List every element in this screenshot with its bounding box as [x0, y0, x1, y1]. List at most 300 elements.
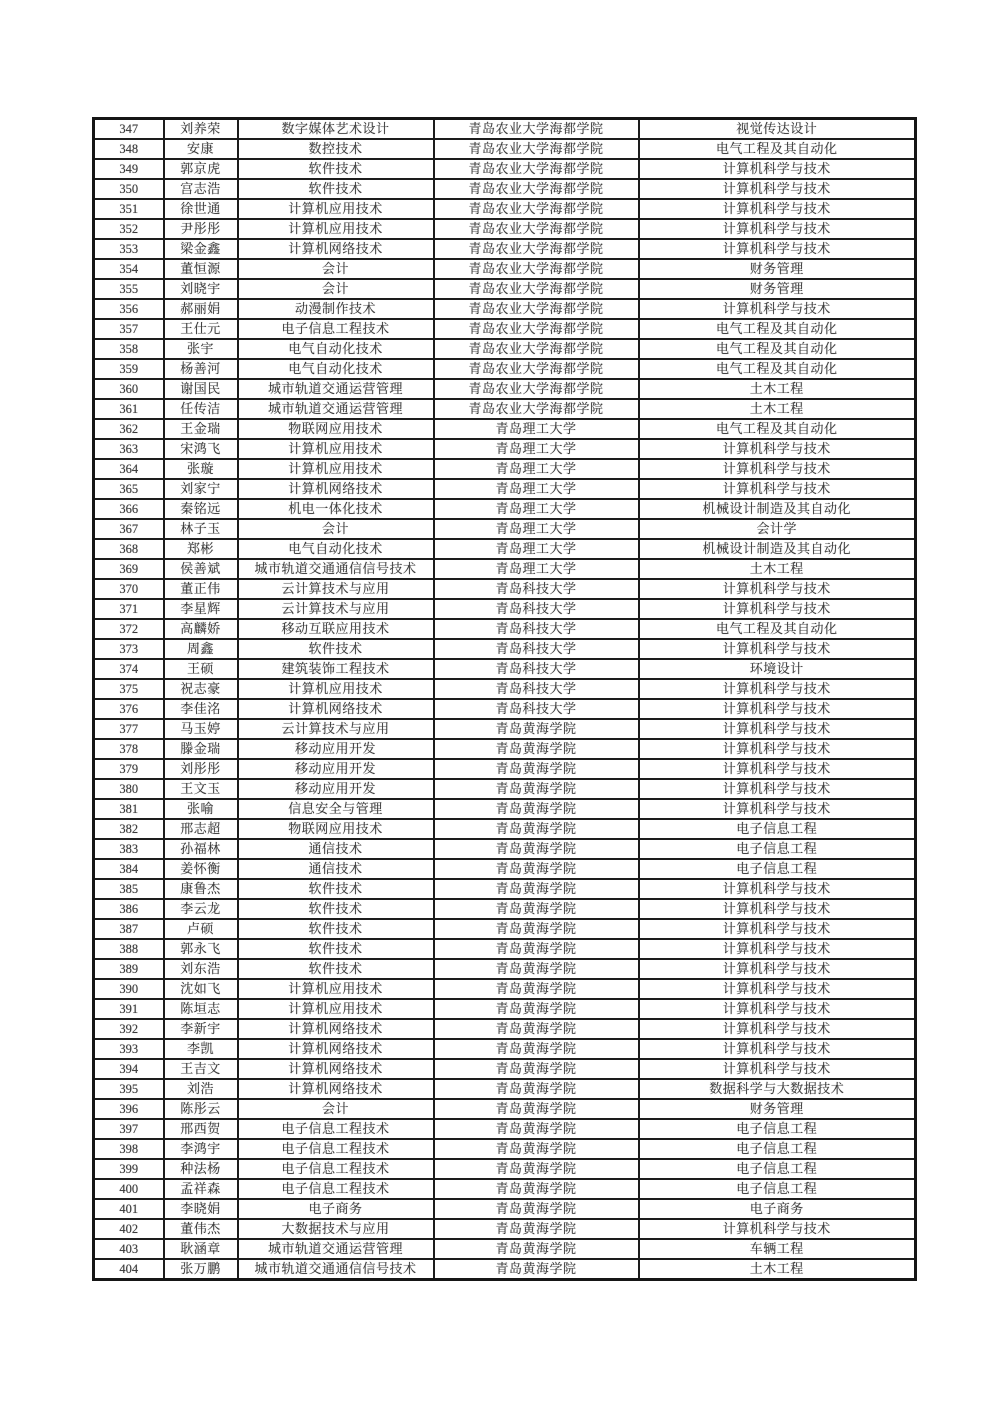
roster-row [94, 899, 916, 919]
cell-student-name: 刘养荣 [164, 119, 238, 140]
cell-undergraduate-major: 计算机科学与技术 [639, 999, 916, 1019]
cell-student-name: 卢硕 [164, 919, 238, 939]
cell-serial-number: 363 [94, 439, 164, 459]
cell-student-name: 邢志超 [164, 819, 238, 839]
roster-row [94, 179, 916, 199]
cell-university: 青岛农业大学海都学院 [434, 279, 639, 299]
cell-student-name: 李凯 [164, 1039, 238, 1059]
roster-row [94, 619, 916, 639]
cell-student-name: 王仕元 [164, 319, 238, 339]
cell-serial-number: 393 [94, 1039, 164, 1059]
cell-serial-number: 402 [94, 1219, 164, 1239]
cell-college-major: 会计 [238, 519, 434, 539]
cell-student-name: 徐世通 [164, 199, 238, 219]
cell-serial-number: 361 [94, 399, 164, 419]
cell-undergraduate-major: 计算机科学与技术 [639, 179, 916, 199]
roster-row [94, 639, 916, 659]
roster-row [94, 299, 916, 319]
roster-row [94, 319, 916, 339]
cell-university: 青岛黄海学院 [434, 979, 639, 999]
roster-row [94, 1079, 916, 1099]
cell-college-major: 计算机应用技术 [238, 439, 434, 459]
cell-college-major: 软件技术 [238, 899, 434, 919]
cell-college-major: 计算机网络技术 [238, 1019, 434, 1039]
cell-undergraduate-major: 计算机科学与技术 [639, 1039, 916, 1059]
cell-undergraduate-major: 计算机科学与技术 [639, 459, 916, 479]
cell-serial-number: 375 [94, 679, 164, 699]
cell-college-major: 云计算技术与应用 [238, 579, 434, 599]
cell-student-name: 耿涵章 [164, 1239, 238, 1259]
cell-college-major: 移动互联应用技术 [238, 619, 434, 639]
cell-university: 青岛农业大学海都学院 [434, 339, 639, 359]
roster-row [94, 499, 916, 519]
roster-row [94, 1239, 916, 1259]
roster-row [94, 859, 916, 879]
roster-row [94, 219, 916, 239]
cell-serial-number: 398 [94, 1139, 164, 1159]
roster-row [94, 939, 916, 959]
cell-college-major: 移动应用开发 [238, 759, 434, 779]
roster-row [94, 339, 916, 359]
cell-university: 青岛黄海学院 [434, 1099, 639, 1119]
roster-row [94, 199, 916, 219]
roster-row [94, 699, 916, 719]
cell-serial-number: 403 [94, 1239, 164, 1259]
cell-undergraduate-major: 财务管理 [639, 279, 916, 299]
cell-college-major: 电子信息工程技术 [238, 319, 434, 339]
cell-university: 青岛黄海学院 [434, 999, 639, 1019]
cell-university: 青岛黄海学院 [434, 1039, 639, 1059]
cell-student-name: 沈如飞 [164, 979, 238, 999]
roster-row [94, 679, 916, 699]
roster-row [94, 379, 916, 399]
cell-college-major: 软件技术 [238, 919, 434, 939]
cell-university: 青岛科技大学 [434, 659, 639, 679]
cell-student-name: 张喻 [164, 799, 238, 819]
cell-university: 青岛黄海学院 [434, 1079, 639, 1099]
cell-college-major: 城市轨道交通运营管理 [238, 1239, 434, 1259]
cell-serial-number: 395 [94, 1079, 164, 1099]
cell-college-major: 软件技术 [238, 879, 434, 899]
cell-university: 青岛黄海学院 [434, 719, 639, 739]
cell-college-major: 计算机网络技术 [238, 1059, 434, 1079]
cell-serial-number: 399 [94, 1159, 164, 1179]
cell-college-major: 计算机网络技术 [238, 1079, 434, 1099]
cell-student-name: 李星辉 [164, 599, 238, 619]
cell-serial-number: 362 [94, 419, 164, 439]
roster-row [94, 959, 916, 979]
roster-row [94, 779, 916, 799]
cell-serial-number: 354 [94, 259, 164, 279]
cell-college-major: 物联网应用技术 [238, 419, 434, 439]
cell-serial-number: 376 [94, 699, 164, 719]
cell-serial-number: 365 [94, 479, 164, 499]
roster-row [94, 519, 916, 539]
roster-row [94, 119, 916, 140]
cell-student-name: 董正伟 [164, 579, 238, 599]
cell-student-name: 谢国民 [164, 379, 238, 399]
cell-undergraduate-major: 电气工程及其自动化 [639, 339, 916, 359]
cell-serial-number: 394 [94, 1059, 164, 1079]
roster-row [94, 479, 916, 499]
cell-university: 青岛农业大学海都学院 [434, 199, 639, 219]
cell-undergraduate-major: 电子信息工程 [639, 1119, 916, 1139]
cell-university: 青岛农业大学海都学院 [434, 219, 639, 239]
cell-student-name: 张宇 [164, 339, 238, 359]
cell-undergraduate-major: 会计学 [639, 519, 916, 539]
cell-college-major: 计算机应用技术 [238, 199, 434, 219]
roster-row [94, 979, 916, 999]
cell-undergraduate-major: 电子信息工程 [639, 1179, 916, 1199]
cell-undergraduate-major: 计算机科学与技术 [639, 979, 916, 999]
cell-student-name: 王吉文 [164, 1059, 238, 1079]
cell-university: 青岛理工大学 [434, 559, 639, 579]
cell-serial-number: 349 [94, 159, 164, 179]
cell-student-name: 高麟娇 [164, 619, 238, 639]
cell-undergraduate-major: 计算机科学与技术 [639, 299, 916, 319]
cell-serial-number: 373 [94, 639, 164, 659]
cell-student-name: 郑彬 [164, 539, 238, 559]
cell-serial-number: 390 [94, 979, 164, 999]
cell-college-major: 移动应用开发 [238, 779, 434, 799]
roster-row [94, 159, 916, 179]
cell-undergraduate-major: 计算机科学与技术 [639, 219, 916, 239]
cell-college-major: 电子信息工程技术 [238, 1179, 434, 1199]
cell-college-major: 物联网应用技术 [238, 819, 434, 839]
cell-undergraduate-major: 电子信息工程 [639, 1159, 916, 1179]
cell-serial-number: 357 [94, 319, 164, 339]
cell-university: 青岛黄海学院 [434, 759, 639, 779]
cell-student-name: 陈垣志 [164, 999, 238, 1019]
cell-student-name: 陈彤云 [164, 1099, 238, 1119]
cell-college-major: 计算机网络技术 [238, 699, 434, 719]
cell-student-name: 刘家宁 [164, 479, 238, 499]
cell-student-name: 张万鹏 [164, 1259, 238, 1280]
cell-student-name: 王硕 [164, 659, 238, 679]
cell-undergraduate-major: 电气工程及其自动化 [639, 139, 916, 159]
cell-university: 青岛黄海学院 [434, 1119, 639, 1139]
cell-college-major: 通信技术 [238, 859, 434, 879]
roster-row [94, 239, 916, 259]
cell-undergraduate-major: 财务管理 [639, 259, 916, 279]
cell-student-name: 杨善河 [164, 359, 238, 379]
roster-row [94, 399, 916, 419]
cell-serial-number: 401 [94, 1199, 164, 1219]
cell-student-name: 王金瑞 [164, 419, 238, 439]
cell-undergraduate-major: 计算机科学与技术 [639, 779, 916, 799]
cell-college-major: 电子信息工程技术 [238, 1159, 434, 1179]
roster-row [94, 739, 916, 759]
cell-college-major: 计算机应用技术 [238, 219, 434, 239]
cell-student-name: 张璇 [164, 459, 238, 479]
roster-row [94, 419, 916, 439]
cell-university: 青岛理工大学 [434, 499, 639, 519]
cell-serial-number: 400 [94, 1179, 164, 1199]
cell-university: 青岛农业大学海都学院 [434, 379, 639, 399]
cell-serial-number: 348 [94, 139, 164, 159]
cell-university: 青岛农业大学海都学院 [434, 179, 639, 199]
cell-college-major: 计算机应用技术 [238, 979, 434, 999]
cell-serial-number: 367 [94, 519, 164, 539]
cell-student-name: 刘浩 [164, 1079, 238, 1099]
cell-student-name: 李佳洺 [164, 699, 238, 719]
roster-row [94, 1059, 916, 1079]
cell-college-major: 移动应用开发 [238, 739, 434, 759]
cell-serial-number: 356 [94, 299, 164, 319]
cell-college-major: 计算机网络技术 [238, 239, 434, 259]
cell-college-major: 软件技术 [238, 159, 434, 179]
cell-undergraduate-major: 计算机科学与技术 [639, 439, 916, 459]
roster-row [94, 279, 916, 299]
cell-university: 青岛理工大学 [434, 539, 639, 559]
roster-row [94, 879, 916, 899]
cell-undergraduate-major: 计算机科学与技术 [639, 879, 916, 899]
cell-undergraduate-major: 计算机科学与技术 [639, 739, 916, 759]
cell-college-major: 数控技术 [238, 139, 434, 159]
roster-row [94, 839, 916, 859]
roster-row [94, 459, 916, 479]
cell-undergraduate-major: 计算机科学与技术 [639, 579, 916, 599]
cell-undergraduate-major: 电气工程及其自动化 [639, 319, 916, 339]
cell-undergraduate-major: 电子信息工程 [639, 819, 916, 839]
roster-row [94, 919, 916, 939]
cell-student-name: 林子玉 [164, 519, 238, 539]
cell-university: 青岛科技大学 [434, 639, 639, 659]
cell-student-name: 滕金瑞 [164, 739, 238, 759]
cell-serial-number: 355 [94, 279, 164, 299]
cell-college-major: 城市轨道交通通信信号技术 [238, 559, 434, 579]
cell-undergraduate-major: 计算机科学与技术 [639, 719, 916, 739]
cell-college-major: 计算机应用技术 [238, 999, 434, 1019]
cell-student-name: 姜怀衡 [164, 859, 238, 879]
cell-college-major: 城市轨道交通运营管理 [238, 399, 434, 419]
cell-undergraduate-major: 计算机科学与技术 [639, 699, 916, 719]
cell-serial-number: 379 [94, 759, 164, 779]
cell-college-major: 信息安全与管理 [238, 799, 434, 819]
cell-serial-number: 397 [94, 1119, 164, 1139]
cell-undergraduate-major: 电气工程及其自动化 [639, 359, 916, 379]
cell-university: 青岛黄海学院 [434, 739, 639, 759]
cell-student-name: 任传洁 [164, 399, 238, 419]
cell-student-name: 孙福林 [164, 839, 238, 859]
cell-serial-number: 347 [94, 119, 164, 140]
cell-college-major: 计算机应用技术 [238, 459, 434, 479]
roster-row [94, 1219, 916, 1239]
cell-university: 青岛黄海学院 [434, 879, 639, 899]
cell-college-major: 计算机网络技术 [238, 479, 434, 499]
cell-college-major: 计算机应用技术 [238, 679, 434, 699]
cell-student-name: 郭京虎 [164, 159, 238, 179]
roster-row [94, 1119, 916, 1139]
cell-undergraduate-major: 视觉传达设计 [639, 119, 916, 140]
roster-row [94, 1039, 916, 1059]
cell-undergraduate-major: 计算机科学与技术 [639, 679, 916, 699]
cell-university: 青岛农业大学海都学院 [434, 359, 639, 379]
cell-student-name: 宋鸿飞 [164, 439, 238, 459]
cell-university: 青岛农业大学海都学院 [434, 399, 639, 419]
roster-row [94, 1179, 916, 1199]
cell-university: 青岛科技大学 [434, 579, 639, 599]
cell-serial-number: 385 [94, 879, 164, 899]
cell-college-major: 动漫制作技术 [238, 299, 434, 319]
cell-undergraduate-major: 电子信息工程 [639, 839, 916, 859]
cell-student-name: 李云龙 [164, 899, 238, 919]
cell-undergraduate-major: 计算机科学与技术 [639, 939, 916, 959]
cell-student-name: 宫志浩 [164, 179, 238, 199]
cell-university: 青岛理工大学 [434, 419, 639, 439]
cell-university: 青岛科技大学 [434, 619, 639, 639]
cell-university: 青岛农业大学海都学院 [434, 239, 639, 259]
cell-university: 青岛黄海学院 [434, 1239, 639, 1259]
cell-student-name: 秦铭远 [164, 499, 238, 519]
cell-serial-number: 389 [94, 959, 164, 979]
cell-undergraduate-major: 计算机科学与技术 [639, 899, 916, 919]
cell-undergraduate-major: 土木工程 [639, 559, 916, 579]
cell-university: 青岛黄海学院 [434, 899, 639, 919]
cell-student-name: 安康 [164, 139, 238, 159]
cell-serial-number: 383 [94, 839, 164, 859]
roster-row [94, 1199, 916, 1219]
cell-university: 青岛黄海学院 [434, 1159, 639, 1179]
cell-college-major: 电气自动化技术 [238, 339, 434, 359]
cell-university: 青岛黄海学院 [434, 1219, 639, 1239]
cell-serial-number: 358 [94, 339, 164, 359]
cell-serial-number: 368 [94, 539, 164, 559]
cell-university: 青岛科技大学 [434, 679, 639, 699]
cell-undergraduate-major: 计算机科学与技术 [639, 799, 916, 819]
cell-serial-number: 352 [94, 219, 164, 239]
roster-row [94, 1019, 916, 1039]
cell-university: 青岛黄海学院 [434, 1179, 639, 1199]
cell-college-major: 建筑装饰工程技术 [238, 659, 434, 679]
cell-undergraduate-major: 计算机科学与技术 [639, 159, 916, 179]
cell-college-major: 会计 [238, 259, 434, 279]
cell-college-major: 云计算技术与应用 [238, 599, 434, 619]
cell-undergraduate-major: 计算机科学与技术 [639, 199, 916, 219]
roster-row [94, 999, 916, 1019]
roster-row [94, 259, 916, 279]
cell-serial-number: 386 [94, 899, 164, 919]
cell-college-major: 数字媒体艺术设计 [238, 119, 434, 140]
cell-serial-number: 387 [94, 919, 164, 939]
cell-undergraduate-major: 电子商务 [639, 1199, 916, 1219]
cell-serial-number: 374 [94, 659, 164, 679]
cell-university: 青岛黄海学院 [434, 859, 639, 879]
cell-undergraduate-major: 电气工程及其自动化 [639, 619, 916, 639]
cell-serial-number: 369 [94, 559, 164, 579]
cell-student-name: 祝志豪 [164, 679, 238, 699]
cell-serial-number: 377 [94, 719, 164, 739]
cell-university: 青岛黄海学院 [434, 1019, 639, 1039]
cell-university: 青岛黄海学院 [434, 919, 639, 939]
cell-undergraduate-major: 电气工程及其自动化 [639, 419, 916, 439]
cell-college-major: 通信技术 [238, 839, 434, 859]
cell-undergraduate-major: 计算机科学与技术 [639, 639, 916, 659]
cell-college-major: 软件技术 [238, 959, 434, 979]
cell-serial-number: 370 [94, 579, 164, 599]
roster-row [94, 719, 916, 739]
cell-student-name: 郝丽娟 [164, 299, 238, 319]
roster-body [94, 119, 916, 1280]
cell-undergraduate-major: 车辆工程 [639, 1239, 916, 1259]
roster-row [94, 579, 916, 599]
cell-university: 青岛理工大学 [434, 459, 639, 479]
roster-row [94, 539, 916, 559]
roster-row [94, 659, 916, 679]
cell-student-name: 刘彤彤 [164, 759, 238, 779]
cell-university: 青岛黄海学院 [434, 959, 639, 979]
roster-row [94, 599, 916, 619]
cell-university: 青岛农业大学海都学院 [434, 319, 639, 339]
cell-university: 青岛农业大学海都学院 [434, 119, 639, 140]
cell-undergraduate-major: 机械设计制造及其自动化 [639, 539, 916, 559]
cell-student-name: 李晓娟 [164, 1199, 238, 1219]
cell-student-name: 李新宇 [164, 1019, 238, 1039]
cell-university: 青岛理工大学 [434, 479, 639, 499]
cell-undergraduate-major: 机械设计制造及其自动化 [639, 499, 916, 519]
cell-undergraduate-major: 计算机科学与技术 [639, 1019, 916, 1039]
roster-row [94, 559, 916, 579]
cell-university: 青岛黄海学院 [434, 1259, 639, 1280]
cell-university: 青岛农业大学海都学院 [434, 139, 639, 159]
cell-serial-number: 372 [94, 619, 164, 639]
cell-student-name: 董伟杰 [164, 1219, 238, 1239]
cell-serial-number: 382 [94, 819, 164, 839]
cell-serial-number: 381 [94, 799, 164, 819]
cell-university: 青岛黄海学院 [434, 1199, 639, 1219]
cell-serial-number: 391 [94, 999, 164, 1019]
cell-undergraduate-major: 计算机科学与技术 [639, 919, 916, 939]
student-roster-table [92, 117, 917, 1281]
cell-university: 青岛科技大学 [434, 599, 639, 619]
cell-serial-number: 378 [94, 739, 164, 759]
cell-student-name: 梁金鑫 [164, 239, 238, 259]
cell-undergraduate-major: 土木工程 [639, 399, 916, 419]
cell-serial-number: 359 [94, 359, 164, 379]
cell-college-major: 软件技术 [238, 639, 434, 659]
cell-college-major: 城市轨道交通运营管理 [238, 379, 434, 399]
cell-college-major: 电子商务 [238, 1199, 434, 1219]
cell-university: 青岛黄海学院 [434, 1139, 639, 1159]
cell-undergraduate-major: 数据科学与大数据技术 [639, 1079, 916, 1099]
cell-undergraduate-major: 计算机科学与技术 [639, 599, 916, 619]
cell-serial-number: 384 [94, 859, 164, 879]
cell-undergraduate-major: 计算机科学与技术 [639, 759, 916, 779]
cell-student-name: 周鑫 [164, 639, 238, 659]
cell-university: 青岛黄海学院 [434, 939, 639, 959]
cell-student-name: 郭永飞 [164, 939, 238, 959]
cell-undergraduate-major: 计算机科学与技术 [639, 959, 916, 979]
cell-undergraduate-major: 电子信息工程 [639, 859, 916, 879]
cell-undergraduate-major: 财务管理 [639, 1099, 916, 1119]
cell-student-name: 董恒源 [164, 259, 238, 279]
cell-serial-number: 360 [94, 379, 164, 399]
cell-university: 青岛黄海学院 [434, 1059, 639, 1079]
cell-university: 青岛理工大学 [434, 519, 639, 539]
cell-undergraduate-major: 土木工程 [639, 379, 916, 399]
cell-university: 青岛黄海学院 [434, 779, 639, 799]
cell-serial-number: 351 [94, 199, 164, 219]
roster-row [94, 1159, 916, 1179]
cell-student-name: 邢西贺 [164, 1119, 238, 1139]
cell-undergraduate-major: 电子信息工程 [639, 1139, 916, 1159]
cell-college-major: 电子信息工程技术 [238, 1119, 434, 1139]
cell-college-major: 会计 [238, 1099, 434, 1119]
roster-row [94, 1259, 916, 1280]
cell-student-name: 刘晓宇 [164, 279, 238, 299]
cell-serial-number: 380 [94, 779, 164, 799]
cell-undergraduate-major: 环境设计 [639, 659, 916, 679]
